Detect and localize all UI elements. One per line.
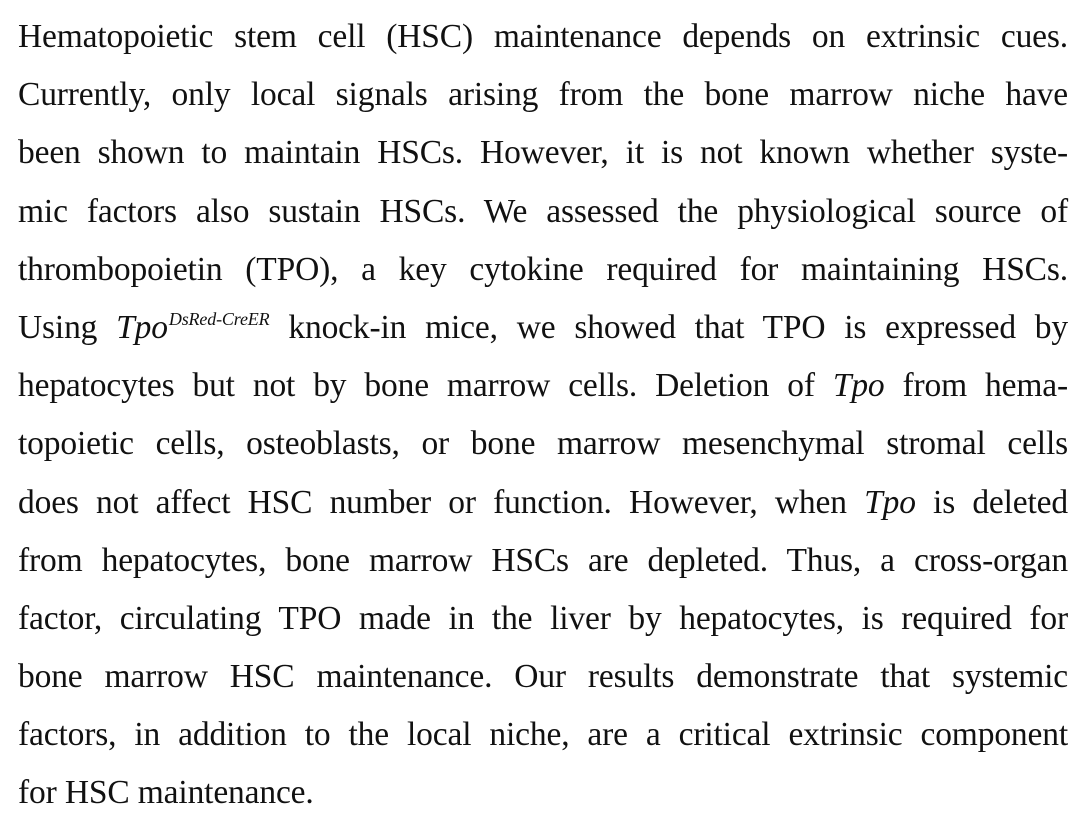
line-7-text-before: hepatocytes but not by bone marrow cells. Deletion of bbox=[18, 367, 833, 405]
abstract-line-12: bone marrow HSC maintenance. Our results demonstrate that systemic bbox=[18, 658, 1068, 696]
tpo-gene-name: Tpo bbox=[864, 483, 916, 521]
line-9-text-before: does not affect HSC number or function. However, when bbox=[18, 483, 865, 521]
tpo-gene-name: Tpo bbox=[116, 308, 168, 346]
abstract-line-3: been shown to maintain HSCs. However, it is not known whether syste- bbox=[18, 134, 1068, 172]
abstract-line-6 bbox=[18, 299, 1068, 357]
tpo-gene-name: Tpo bbox=[832, 367, 885, 405]
abstract-line-11: factor, circulating TPO made in the liver by hepatocytes, is required for bbox=[18, 599, 1068, 637]
abstract-line-8: topoietic cells, osteoblasts, or bone marrow mesenchymal stromal cells bbox=[18, 425, 1068, 463]
abstract-line-14: for HSC maintenance. bbox=[18, 774, 314, 812]
tpo-allele-superscript: DsRed-CreER bbox=[168, 308, 270, 329]
line-7-text-after: from hema- bbox=[884, 367, 1069, 405]
abstract-line-5: thrombopoietin (TPO), a key cytokine required for maintaining HSCs. bbox=[18, 250, 1068, 288]
abstract-line-2: Currently, only local signals arising from the bone marrow niche have bbox=[18, 76, 1068, 114]
line-6-text-before: Using bbox=[18, 308, 117, 346]
line-9-text-after: is deleted bbox=[915, 483, 1069, 521]
abstract-line-7 bbox=[18, 357, 1068, 415]
abstract-line-1: Hematopoietic stem cell (HSC) maintenance depends on extrinsic cues. bbox=[18, 18, 1068, 55]
line-6-text-after: knock-in mice, we showed that TPO is expressed by bbox=[269, 308, 1068, 346]
abstract-line-10: from hepatocytes, bone marrow HSCs are depleted. Thus, a cross-organ bbox=[18, 541, 1068, 579]
abstract-line-9 bbox=[18, 474, 1068, 532]
abstract-line-4: mic factors also sustain HSCs. We assessed the physiological source of bbox=[18, 192, 1068, 230]
abstract-paragraph bbox=[18, 8, 1068, 823]
abstract-line-13: factors, in addition to the local niche, are a critical extrinsic component bbox=[18, 716, 1068, 754]
